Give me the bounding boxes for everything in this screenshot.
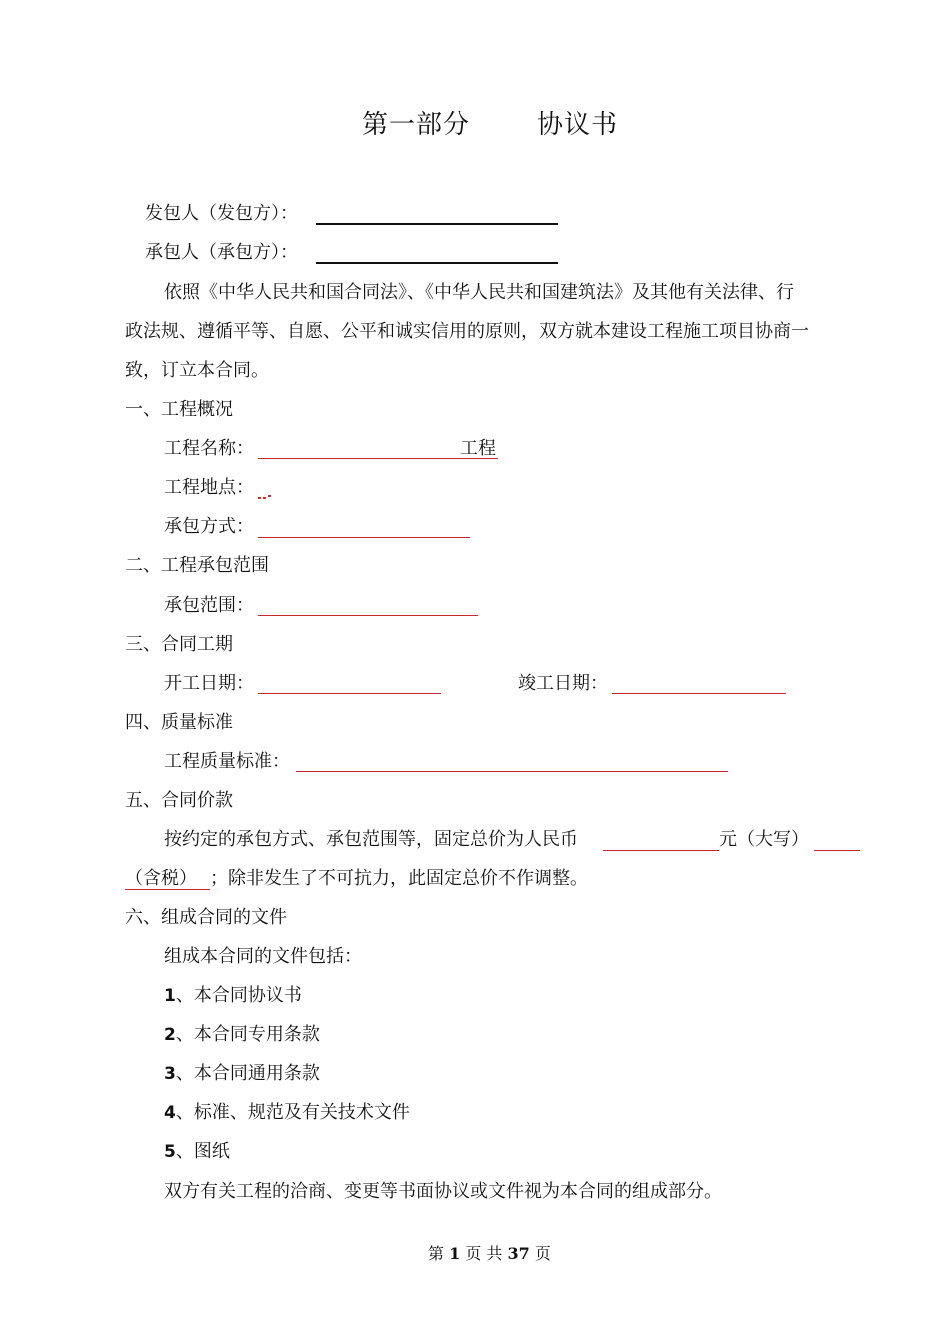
price-text-2: 元（大写）: [719, 829, 809, 850]
section-5-heading: 五、合同价款: [125, 790, 233, 811]
title-part: 第一部分: [362, 110, 471, 140]
section-6-heading: 六、组成合同的文件: [125, 907, 287, 928]
location-marker: [263, 497, 266, 499]
preamble-line-2: 政法规、遵循平等、自愿、公平和诚实信用的原则，双方就本建设工程施工项目协商一: [125, 321, 809, 342]
location-marker: [258, 497, 261, 499]
project-location-label: 工程地点：: [164, 477, 254, 498]
list-item-text: 、标准、规范及有关技术文件: [175, 1102, 410, 1123]
price-words-field[interactable]: [814, 850, 860, 851]
list-item-number: 2: [164, 1025, 176, 1045]
current-page-number: 1: [449, 1244, 461, 1263]
list-item: [164, 1026, 320, 1044]
contractor-field[interactable]: [316, 262, 558, 264]
price-text-1: 按约定的承包方式、承包范围等，固定总价为人民币: [164, 829, 578, 850]
price-tax-note: （含税）: [125, 868, 197, 889]
quality-standard-label: 工程质量标准：: [164, 751, 290, 772]
list-item-text: 、本合同协议书: [175, 985, 302, 1006]
list-item-number: 3: [164, 1064, 176, 1084]
start-date-field[interactable]: [258, 693, 441, 694]
list-item-text: 、本合同通用条款: [175, 1063, 320, 1084]
list-item: [164, 987, 302, 1005]
preamble-line-1: 依照《中华人民共和国合同法》、《中华人民共和国建筑法》及其他有关法律、行: [164, 282, 794, 303]
documents-closing: 双方有关工程的洽商、变更等书面协议或文件视为本合同的组成部分。: [164, 1181, 722, 1202]
employer-label: 发包人（发包方）：: [145, 203, 298, 224]
contract-scope-label: 承包范围：: [164, 595, 254, 616]
price-text-3: ；除非发生了不可抗力，此固定总价不作调整。: [210, 868, 588, 889]
location-marker: [268, 495, 271, 497]
page-footer: [428, 1246, 551, 1262]
section-1-heading: 一、工程概况: [125, 399, 233, 420]
section-3-heading: 三、合同工期: [125, 634, 233, 655]
list-item: [164, 1143, 230, 1161]
price-amount-field[interactable]: [603, 850, 719, 851]
start-date-label: 开工日期：: [164, 673, 254, 694]
list-item-number: 1: [164, 986, 176, 1006]
price-words-field-cont[interactable]: [125, 889, 210, 890]
footer-suffix: 页: [534, 1244, 551, 1263]
total-page-count: 37: [507, 1244, 530, 1263]
list-item-text: 、图纸: [175, 1141, 230, 1162]
footer-prefix: 第: [428, 1244, 445, 1263]
documents-intro: 组成本合同的文件包括：: [164, 946, 362, 967]
project-name-suffix: 工程: [460, 438, 496, 459]
contract-method-label: 承包方式：: [164, 516, 254, 537]
contract-scope-field[interactable]: [258, 615, 478, 616]
contract-method-field[interactable]: [258, 537, 470, 538]
section-4-heading: 四、质量标准: [125, 712, 233, 733]
footer-mid: 页 共: [465, 1244, 503, 1263]
contractor-label: 承包人（承包方）：: [145, 242, 298, 263]
section-2-heading: 二、工程承包范围: [125, 555, 269, 576]
list-item-number: 5: [164, 1142, 176, 1162]
quality-standard-field[interactable]: [296, 771, 728, 772]
list-item: [164, 1065, 320, 1083]
employer-field[interactable]: [316, 223, 558, 225]
list-item: [164, 1104, 410, 1122]
end-date-field[interactable]: [612, 693, 786, 694]
list-item-text: 、本合同专用条款: [175, 1024, 320, 1045]
preamble-line-3: 致，订立本合同。: [125, 360, 269, 381]
project-name-label: 工程名称：: [164, 438, 254, 459]
list-item-number: 4: [164, 1103, 176, 1123]
end-date-label: 竣工日期：: [518, 673, 608, 694]
title-name: 协议书: [537, 110, 619, 140]
